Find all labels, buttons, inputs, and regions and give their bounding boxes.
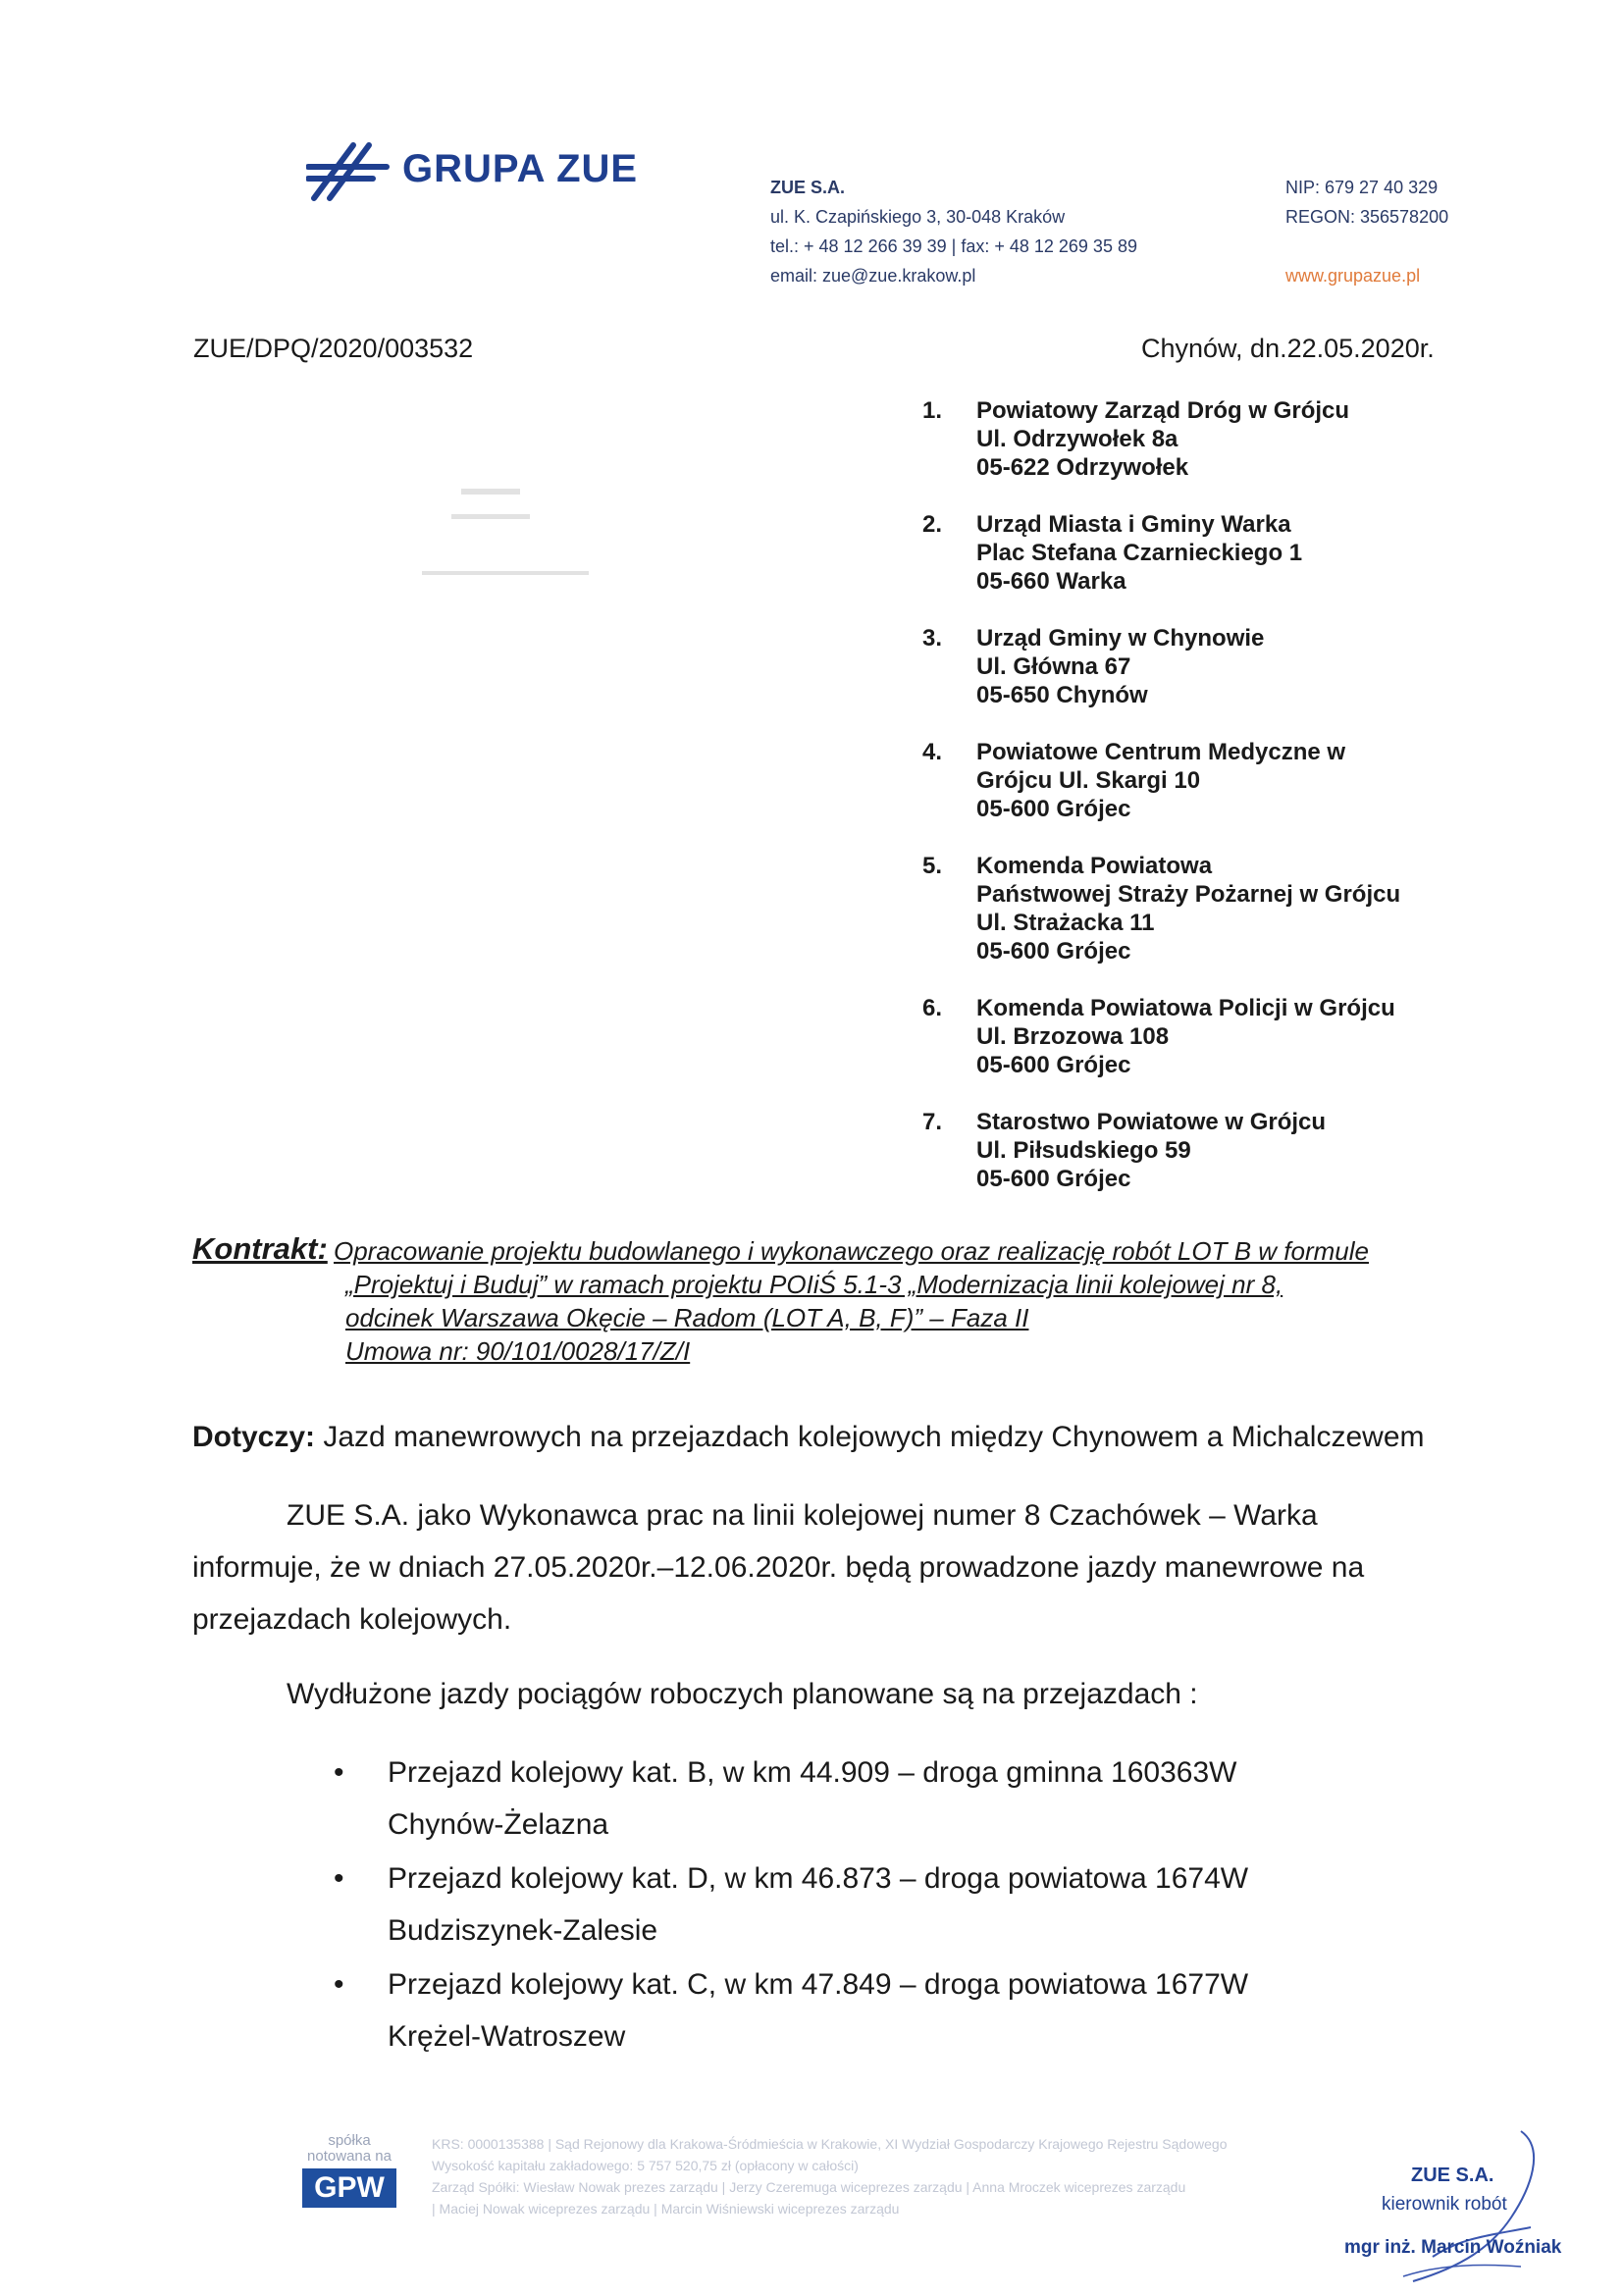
letter-reference: ZUE/DPQ/2020/003532 [193,334,474,363]
bullet-icon: • [334,1968,344,2001]
company-address: ul. K. Czapińskiego 3, 30-048 Kraków [770,207,1066,227]
crossing-road: Krężel-Watroszew [388,2020,626,2053]
crossing-road: Budziszynek-Zalesie [388,1914,658,1947]
crossing-item [334,1958,1413,2062]
company-nip: NIP: 679 27 40 329 [1285,178,1439,197]
addressee-line: 05-600 Grójec [976,1166,1131,1192]
crossing-item [334,1852,1413,1957]
letter-date: Chynów, dn.22.05.2020r. [1141,334,1435,363]
gpw-caption: spółka notowana na [307,2132,392,2165]
crossing-item [334,1747,1413,1851]
crossings-intro: Wydłużone jazdy pociągów roboczych planowane są na przejazdach : [287,1678,1198,1710]
addressee-line: Ul. Piłsudskiego 59 [976,1137,1191,1164]
subject-line [192,1421,1425,1454]
addressee-line: Powiatowy Zarząd Dróg w Grójcu [976,397,1350,424]
addressee-number: 4. [922,739,943,765]
addressee-line: Ul. Główna 67 [976,653,1131,680]
addressee-line: Państwowej Straży Pożarnej w Grójcu [976,881,1401,908]
addressee-number: 7. [922,1109,943,1135]
subject-label: Dotyczy: [192,1421,316,1453]
faint-stamp-icon [412,481,608,589]
body-line: ZUE S.A. jako Wykonawca prac na linii kolejowej numer 8 Czachówek – Warka [287,1499,1318,1532]
addressee-number: 6. [922,995,943,1021]
addressee-item [922,624,1472,709]
body-paragraph [192,1489,1468,1645]
addressee-line: 05-600 Grójec [976,1052,1131,1078]
contract-label: Kontrakt: [192,1231,328,1266]
addressee-line: Powiatowe Centrum Medyczne w [976,739,1346,765]
crossing-road: Chynów-Żelazna [388,1808,609,1841]
body-line: informuje, że w dniach 27.05.2020r.–12.06.2020r. będą prowadzone jazdy manewrowe na [192,1551,1365,1584]
addressee-line: 05-660 Warka [976,568,1126,595]
addressee-line: 05-600 Grójec [976,796,1131,822]
addressee-line: Komenda Powiatowa Policji w Grójcu [976,995,1395,1021]
registry-line: Wysokość kapitału zakładowego: 5 757 520,75 zł (opłacony w całości) [432,2158,859,2173]
addressee-line: Urząd Miasta i Gminy Warka [976,511,1291,538]
company-regon: REGON: 356578200 [1285,207,1449,227]
company-phone-fax: tel.: + 48 12 266 39 39 | fax: + 48 12 269 35 89 [770,236,1137,256]
addressee-line: Komenda Powiatowa [976,853,1213,879]
signatory-role: kierownik robót [1382,2194,1507,2215]
crossing-line: Przejazd kolejowy kat. B, w km 44.909 – droga gminna 160363W [388,1756,1237,1789]
contract-line: Opracowanie projektu budowlanego i wykonawczego oraz realizację robót LOT B w formule [334,1236,1369,1266]
addressee-line: Starostwo Powiatowe w Grójcu [976,1109,1327,1135]
body-line: przejazdach kolejowych. [192,1603,512,1636]
addressee-item [922,510,1472,596]
addressee-item [922,1108,1472,1193]
company-name: ZUE S.A. [770,178,846,197]
registry-info [432,2133,1315,2219]
crossing-line: Przejazd kolejowy kat. C, w km 47.849 – droga powiatowa 1677W [388,1968,1249,2001]
addressee-line: 05-622 Odrzywołek [976,454,1189,481]
addressee-line: Plac Stefana Czarnieckiego 1 [976,540,1303,566]
addressee-line: Ul. Odrzywołek 8a [976,426,1178,452]
addressee-line: Ul. Strażacka 11 [976,910,1155,936]
company-website-link[interactable]: www.grupazue.pl [1285,266,1421,286]
addressee-number: 2. [922,511,943,538]
gpw-badge [302,2133,396,2208]
bullet-icon: • [334,1862,344,1895]
signatory-company: ZUE S.A. [1411,2165,1494,2186]
signatory-name: mgr inż. Marcin Woźniak [1344,2237,1562,2258]
subject-text: Jazd manewrowych na przejazdach kolejowych między Chynowem a Michalczewem [315,1421,1425,1453]
addressee-line: 05-600 Grójec [976,938,1131,965]
addressee-number: 3. [922,625,943,652]
addressee-line: Urząd Gminy w Chynowie [976,625,1265,652]
addressee-number: 1. [922,397,943,424]
registry-line: KRS: 0000135388 | Sąd Rejonowy dla Krakowa-Śródmieścia w Krakowie, XI Wydział Gospodarczy Krajowego Rejestru Sądowego [432,2136,1228,2152]
registry-line: | Maciej Nowak wiceprezes zarządu | Marcin Wiśniewski wiceprezes zarządu [432,2201,900,2217]
addressee-list [922,396,1472,1222]
registry-line: Zarząd Spółki: Wiesław Nowak prezes zarządu | Jerzy Czeremuga wiceprezes zarządu | Anna Mroczek wiceprezes zarządu [432,2179,1186,2195]
crossing-line: Przejazd kolejowy kat. D, w km 46.873 – droga powiatowa 1674W [388,1862,1249,1895]
company-details [770,173,1137,290]
addressee-line: Ul. Brzozowa 108 [976,1023,1170,1050]
addressee-line: 05-650 Chynów [976,682,1148,708]
bullet-icon: • [334,1756,344,1789]
addressee-number: 5. [922,853,943,879]
contract-line: odcinek Warszawa Okęcie – Radom (LOT A, B, F)” – Faza II [345,1303,1029,1332]
contract-description [334,1234,1369,1368]
addressee-item [922,994,1472,1079]
addressee-item [922,738,1472,823]
contract-number: Umowa nr: 90/101/0028/17/Z/I [345,1336,691,1366]
contract-line: „Projektuj i Buduj” w ramach projektu POIiŚ 5.1-3 „Modernizacja linii kolejowej nr 8, [345,1270,1283,1299]
company-ids [1285,173,1448,290]
logo-text: GRUPA ZUE [402,147,639,190]
crossings-list [334,1747,1413,2064]
addressee-item [922,396,1472,482]
company-email[interactable]: email: zue@zue.krakow.pl [770,266,976,286]
gpw-logo: GPW [302,2168,396,2208]
addressee-item [922,852,1472,965]
addressee-line: Grójcu Ul. Skargi 10 [976,767,1201,794]
